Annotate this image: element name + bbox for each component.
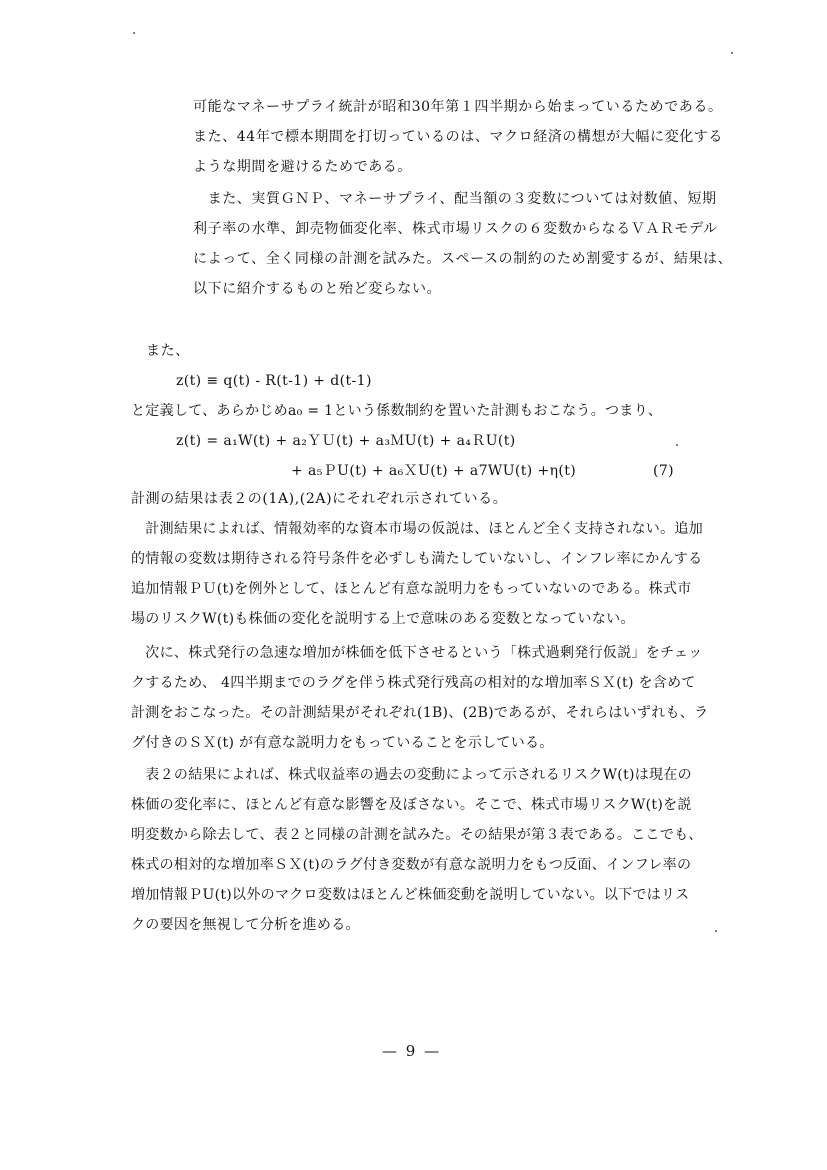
intro-text: また、 <box>146 343 190 359</box>
text-line: 表２の結果によれば、株式収益率の過去の変動によって示されるリスクW(t)は現在の <box>131 767 692 783</box>
text-line: 計測結果によれば、情報効率的な資本市場の仮説は、ほとんど全く支持されない。追加 <box>131 521 703 537</box>
text-line: 的情報の変数は期待される符号条件を必ずしも満たしていないし、インフレ率にかんする <box>131 551 703 567</box>
text-line: また、実質ＧＮＰ、マネーサプライ、配当額の３変数については対数値、短期 <box>193 191 717 207</box>
text-line: 利子率の水準、卸売物価変化率、株式市場リスクの６変数からなるＶＡＲモデル <box>193 221 718 237</box>
text-line: クするため、 4四半期までのラグを伴う株式発行残高の相対的な増加率ＳＸ(t) を含めて <box>131 675 696 691</box>
text-line: 次に、株式発行の急速な増加が株価を低下させるという「株式過剰発行仮説」をチェッ <box>131 645 703 661</box>
scan-speck <box>731 52 733 54</box>
page-number: — 9 — <box>382 1042 442 1060</box>
text-line: と定義して、あらかじめa₀ = 1という係数制約を置いた計測もおこなう。つまり、 <box>131 403 663 419</box>
scan-speck <box>133 32 135 34</box>
equation-number: (7) <box>653 463 675 479</box>
equation-7-line-1: z(t) = a₁W(t) + a₂ＹＵ(t) + a₃ＭU(t) + a₄ＲU(t) <box>176 433 516 449</box>
text-line: 場のリスクW(t)も株価の変化を説明する上で意味のある変数となっていない。 <box>131 611 635 627</box>
text-line: クの要因を無視して分析を進める。 <box>131 917 360 933</box>
text-line: 株価の変化率に、ほとんど有意な影響を及ぼさない。そこで、株式市場リスクW(t)を説 <box>131 797 692 813</box>
equation-7-line-2: + a₅ＰU(t) + a₆ＸU(t) + a7WU(t) +η(t) <box>291 463 577 479</box>
text-line: 以下に紹介するものと殆ど変らない。 <box>193 281 442 297</box>
text-line: 計測をおこなった。その計測結果がそれぞれ(1B)、(2B)であるが、それらはいずれも、ラ <box>131 705 709 721</box>
text-line: 可能なマネーサプライ統計が昭和30年第１四半期から始まっているためである。 <box>193 99 723 115</box>
scan-speck <box>676 444 678 446</box>
scan-speck <box>715 930 717 932</box>
text-line: 増加情報ＰU(t)以外のマクロ変数はほとんど株価変動を説明していない。以下ではリス <box>131 887 690 903</box>
text-line: 株式の相対的な増加率ＳＸ(t)のラグ付き変数が有意な説明力をもつ反面、インフレ率の <box>131 857 692 873</box>
text-line: 追加情報ＰＵ(t)を例外として、ほとんど有意な説明力をもっていないのである。株式市 <box>131 581 692 597</box>
text-line: ような期間を避けるためである。 <box>193 159 412 175</box>
text-line: 明変数から除去して、表２と同様の計測を試みた。その結果が第３表である。ここでも、 <box>131 827 703 843</box>
text-line: 計測の結果は表２の(1A),(2A)にそれぞれ示されている。 <box>131 491 508 507</box>
text-line: また、44年で標本期間を打切っているのは、マクロ経済の構想が大幅に変化する <box>193 129 724 145</box>
equation-definition: z(t) ≡ q(t) - R(t-1) + d(t-1) <box>176 373 372 389</box>
text-line: によって、全く同様の計測を試みた。スペースの制約のため割愛するが、結果は、 <box>193 251 733 267</box>
text-line: グ付きのＳＸ(t) が有意な説明力をもっていることを示している。 <box>131 735 554 751</box>
